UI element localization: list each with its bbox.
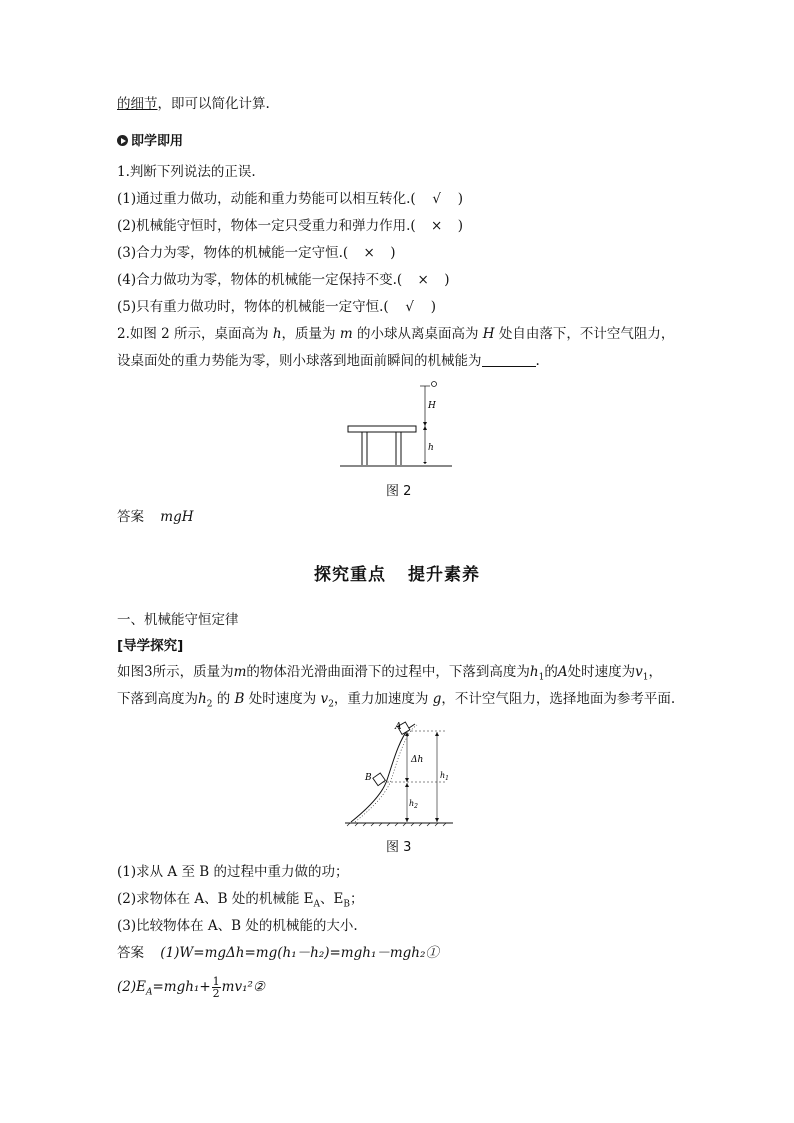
q2-text: ，质量为 [281,326,340,342]
label-h: h [428,443,434,453]
var-h: h [529,664,539,680]
q1-item-text: (4)合力做功为零，物体的机械能一定保持不变.( [117,272,403,288]
q1-item-close: ) [430,299,436,315]
q1-item [117,189,463,209]
section-label [117,132,183,152]
heading-right: 提升素养 [408,565,480,585]
guide-text: 处时速度为 [244,691,321,707]
answer-label: 答案 [117,945,144,961]
ball-icon [432,382,437,387]
fraction-denominator: 2 [212,987,220,1000]
q1-item-text: (5)只有重力做功时，物体的机械能一定守恒.( [117,299,389,315]
sub-1: 1 [538,672,545,683]
answer-formula: mv₁²② [221,979,266,995]
q2-text: . [535,353,540,369]
sub-1: 1 [642,672,649,683]
answer-formula: =mgh₁+ [152,979,211,995]
var-h: h [198,691,207,707]
fraction-numerator: 1 [212,975,220,988]
q2-text: 的小球从离桌面高为 [352,326,483,342]
underlined-text: 的细节 [117,96,158,112]
sub-2: 2 [328,699,334,710]
guide-line-2 [117,689,675,715]
label-h1: $h_1$ [440,771,449,782]
guide-text: 的 [212,691,235,707]
q2-var-h: h [272,326,282,342]
var-B: B [234,691,245,707]
sub-A: A [313,899,321,910]
question-text: 、E [320,891,344,907]
q2-var-m: m [339,326,353,342]
var-g: g [432,691,442,707]
answer-2-line-2 [117,972,265,1008]
question-2 [117,889,364,915]
var-A: A [557,664,568,680]
sub-A: A [145,987,153,998]
guide-text: ，不计空气阻力，选择地面为参考平面. [441,691,676,707]
guide-text: ， [648,664,662,680]
q1-item-close: ) [444,272,450,288]
answer-1 [117,507,194,527]
block-B [373,773,386,786]
intro-line [117,94,270,114]
answer-blank [482,352,536,367]
answer-formula: (2)E [117,979,146,995]
heading-left: 探究重点 [314,565,386,585]
q1-item [117,216,463,236]
guide-text: 下落到高度为 [117,691,198,707]
q1-item [117,297,436,317]
guide-line-1 [117,662,662,688]
section-label-text: 即学即用 [131,134,184,149]
q1-item [117,243,395,263]
label-delta-h: Δh [411,755,424,765]
q1-item-close: ) [390,245,396,261]
sub-2: 2 [206,699,213,710]
q1-item-text: (3)合力为零，物体的机械能一定守恒.( [117,245,349,261]
question-text: (2)求物体在 A、B 处的机械能 E [117,891,314,907]
q2-line1 [117,324,674,344]
q2-text: 2.如图 2 所示，桌面高为 [117,326,273,342]
guide-text: 如图3所示，质量为 [117,664,234,680]
q1-item-mark: √ [405,299,414,315]
var-v: v [320,691,329,707]
answer-2-line-1 [117,943,439,963]
guide-text: 处时速度为 [567,664,636,680]
q1-item-text: (2)机械能守恒时，物体一定只受重力和弹力作用.( [117,218,416,234]
fraction [212,976,221,999]
q1-item-close: ) [457,218,463,234]
q1-item-text: (1)通过重力做功，动能和重力势能可以相互转化.( [117,191,416,207]
play-circle-icon [117,135,128,146]
label-h2: $h_2$ [409,799,418,810]
q2-text: 处自由落下，不计空气阻力， [494,326,675,342]
answer-value: mgH [160,509,194,525]
answer-label: 答案 [117,509,144,525]
question-1: (1)求从 A 至 B 的过程中重力做的功； [117,864,349,880]
label-H: H [428,401,436,411]
q1-item-close: ) [457,191,463,207]
label-A: A [395,722,402,732]
intro-rest: ，即可以简化计算. [157,96,270,112]
q1-item-mark: √ [432,191,441,207]
q1-item-mark: × [417,272,429,288]
figure-2-caption: 图 2 [386,484,412,499]
guide-text: 的 [544,664,558,680]
q2-var-H: H [482,326,495,342]
sub-B: B [343,899,351,910]
q1-item-mark: × [363,245,375,261]
section-heading [0,560,794,585]
label-B: B [365,773,372,783]
q1-prompt: 1.判断下列说法的正误. [117,164,256,180]
figure-2 [340,378,455,468]
guide-label: [导学探究] [117,638,184,654]
q2-text: 设桌面处的重力势能为零，则小球落到地面前瞬间的机械能为 [117,353,482,369]
question-3: (3)比较物体在 A、B 处的机械能的大小. [117,918,358,934]
figure-3-caption: 图 3 [386,840,412,855]
var-m: m [233,664,247,680]
guide-text: 的物体沿光滑曲面滑下的过程中，下落到高度为 [246,664,530,680]
q1-item [117,270,449,290]
figure-3 [343,718,455,828]
sub-heading: 一、机械能守恒定律 [117,612,239,628]
q1-item-mark: × [431,218,443,234]
q2-line2 [117,351,540,371]
var-v: v [635,664,643,680]
answer-formula: (1)W=mgΔh=mg(h₁－h₂)=mgh₁－mgh₂① [160,945,439,961]
question-text: ； [350,891,364,907]
guide-text: ，重力加速度为 [333,691,433,707]
